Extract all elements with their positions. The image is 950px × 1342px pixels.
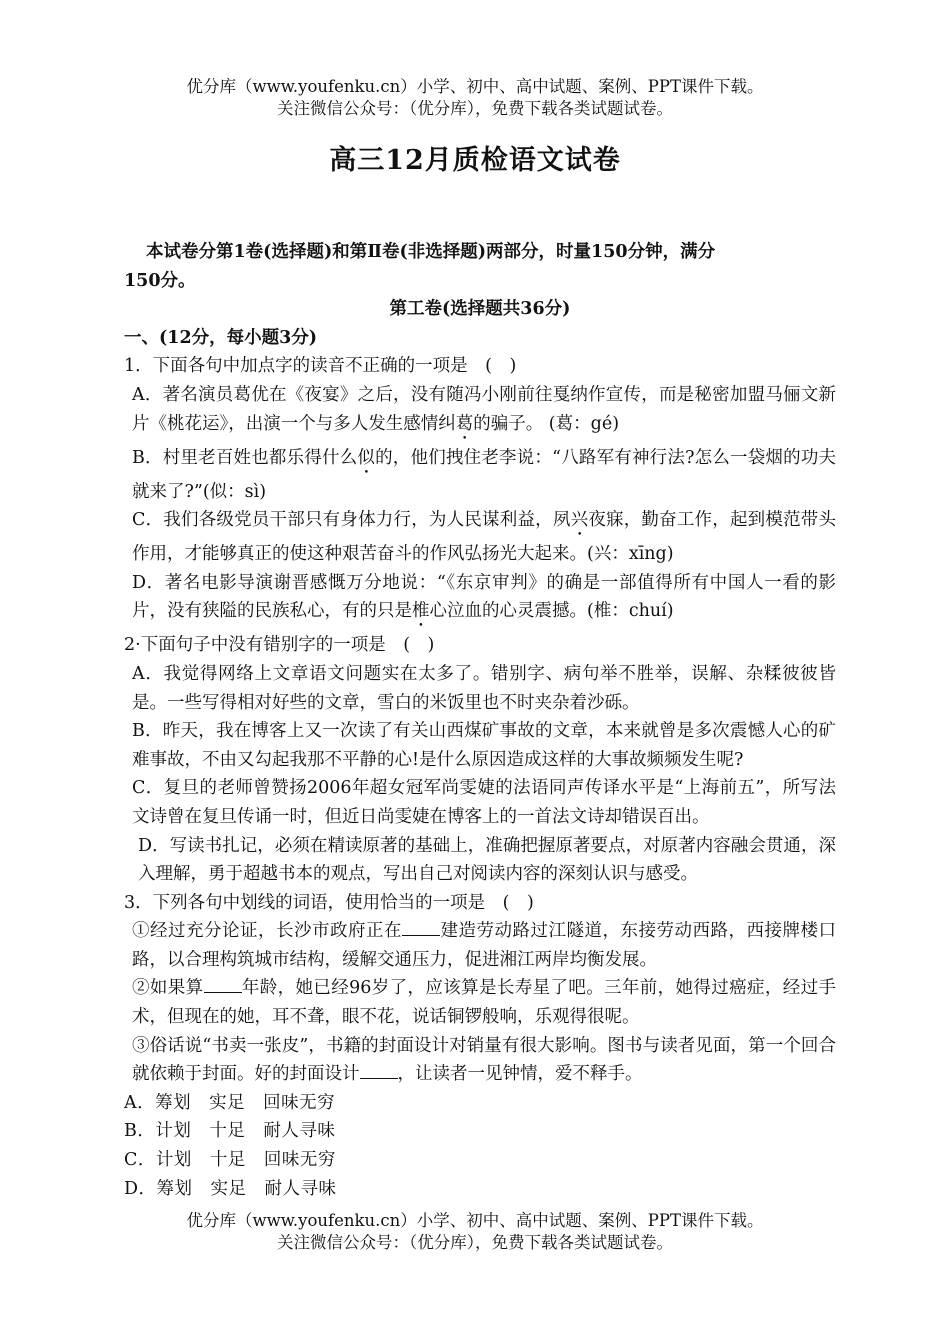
q1-option-b: B．村里老百姓也都乐得什么似的，他们拽住老李说：“八路军有神行法?怎么一袋烟的功夫就来了?”(似：sì) <box>132 447 837 502</box>
q3-stem: 3．下列各句中划线的词语，使用恰当的一项是 ( ) <box>124 892 534 913</box>
intro-line-2: 150分。 <box>124 270 196 291</box>
page-header <box>0 76 950 120</box>
fill-blank <box>360 1064 398 1079</box>
part-heading: 一、(12分，每小题3分) <box>124 327 318 348</box>
section-title: 第工卷(选择题共36分) <box>389 299 571 320</box>
header-line-2: 关注微信公众号：（优分库），免费下载各类试题试卷。 <box>277 99 673 118</box>
q3-option-d: D．筹划 实足 耐人寻味 <box>124 1178 337 1199</box>
q3-option-c: C．计划 十足 回味无穷 <box>124 1150 336 1171</box>
q2-stem: 2·下面句子中没有错别字的一项是 ( ) <box>124 635 435 656</box>
q3-sentence-1: ①经过充分论证，长沙市政府正在 建造劳动路过江隧道，东接劳动西路，西接牌楼口路，以合理构筑城市结构，缓解交通压力，促进湘江两岸均衡发展。 <box>132 921 836 970</box>
q3-sentence-2: ②如果算 年龄，她已经96岁了，应该算是长寿星了吧。三年前，她得过癌症，经过手术，但现在的她，耳不聋，眼不花，说话铜锣般响，乐观得很呢。 <box>132 978 837 1028</box>
footer-line-2: 关注微信公众号：（优分库），免费下载各类试题试卷。 <box>277 1233 673 1252</box>
q1-option-c: C．我们各级党员干部只有身体力行，为人民谋利益，夙兴夜寐，勤奋工作，起到模范带头作用，才能够真正的使这种艰苦奋斗的作风弘扬光大起来。(兴：xīng) <box>132 510 837 565</box>
q2-option-b: B．昨天，我在博客上又一次读了有关山西煤矿事故的文章，本来就曾是多次震憾人心的矿难事故，不由又勾起我那不平静的心!是什么原因造成这样的大事故频频发生呢? <box>132 721 836 770</box>
q1-option-d: D．著名电影导演谢晋感慨万分地说：“《东京审判》的确是一部值得所有中国人一看的影片，没有狭隘的民族私心，有的只是椎心泣血的心灵震撼。(椎：chuí) <box>132 572 836 622</box>
q3-sentence-3: ③俗话说“书卖一张皮”，书籍的封面设计对销量有很大影响。图书与读者见面，第一个回合就依赖于封面。好的封面设计 ，让读者一见钟情，爱不释手。 <box>132 1035 836 1085</box>
q3-option-a: A．筹划 实足 回味无穷 <box>124 1092 336 1113</box>
q2-option-c: C．复旦的老师曾赞扬2006年超女冠军尚雯婕的法语同声传译水平是“上海前五”，所写法文诗曾在复旦传诵一时，但近日尚雯婕在博客上的一首法文诗却错误百出。 <box>132 778 836 827</box>
q1-option-a: A．著名演员葛优在《夜宴》之后，没有随冯小刚前往戛纳作宣传，而是秘密加盟马俪文新片《桃花运》，出演一个与多人发生感情纠葛的骗子。 (葛：gé) <box>132 384 836 434</box>
emphasis-char: 似 <box>357 447 376 468</box>
q2-option-a: A．我觉得网络上文章语文问题实在太多了。错别字、病句举不胜举，误解、杂糅彼彼皆是。一些写得相对好些的文章，雪白的米饭里也不时夹杂着沙砾。 <box>132 663 836 713</box>
q2-option-d: D．写读书扎记，必须在精读原著的基础上，准确把握原著要点，对原著内容融会贯通，深入理解，勇于超越书本的观点，写出自己对阅读内容的深刻认识与感受。 <box>138 835 836 885</box>
fill-blank <box>402 921 440 936</box>
fill-blank <box>204 978 242 993</box>
emphasis-char: 葛 <box>455 413 474 434</box>
q3-option-b: B．计划 十足 耐人寻味 <box>124 1121 336 1142</box>
page-title: 高三12月质检语文试卷 <box>329 145 621 176</box>
intro-line-1: 本试卷分第1卷(选择题)和第Ⅱ卷(非选择题)两部分，时量150分钟，满分 <box>146 242 716 262</box>
q1-stem: 1．下面各句中加点字的读音不正确的一项是 ( ) <box>124 356 517 377</box>
emphasis-char: 椎 <box>412 601 430 622</box>
header-line-1: 优分库（www.youfenku.cn）小学、初中、高中试题、案例、PPT课件下载。 <box>186 77 764 96</box>
footer-line-1: 优分库（www.youfenku.cn）小学、初中、高中试题、案例、PPT课件下载。 <box>186 1211 764 1230</box>
emphasis-char: 兴 <box>570 510 589 531</box>
exam-body <box>124 238 836 1203</box>
page-footer <box>0 1210 950 1254</box>
